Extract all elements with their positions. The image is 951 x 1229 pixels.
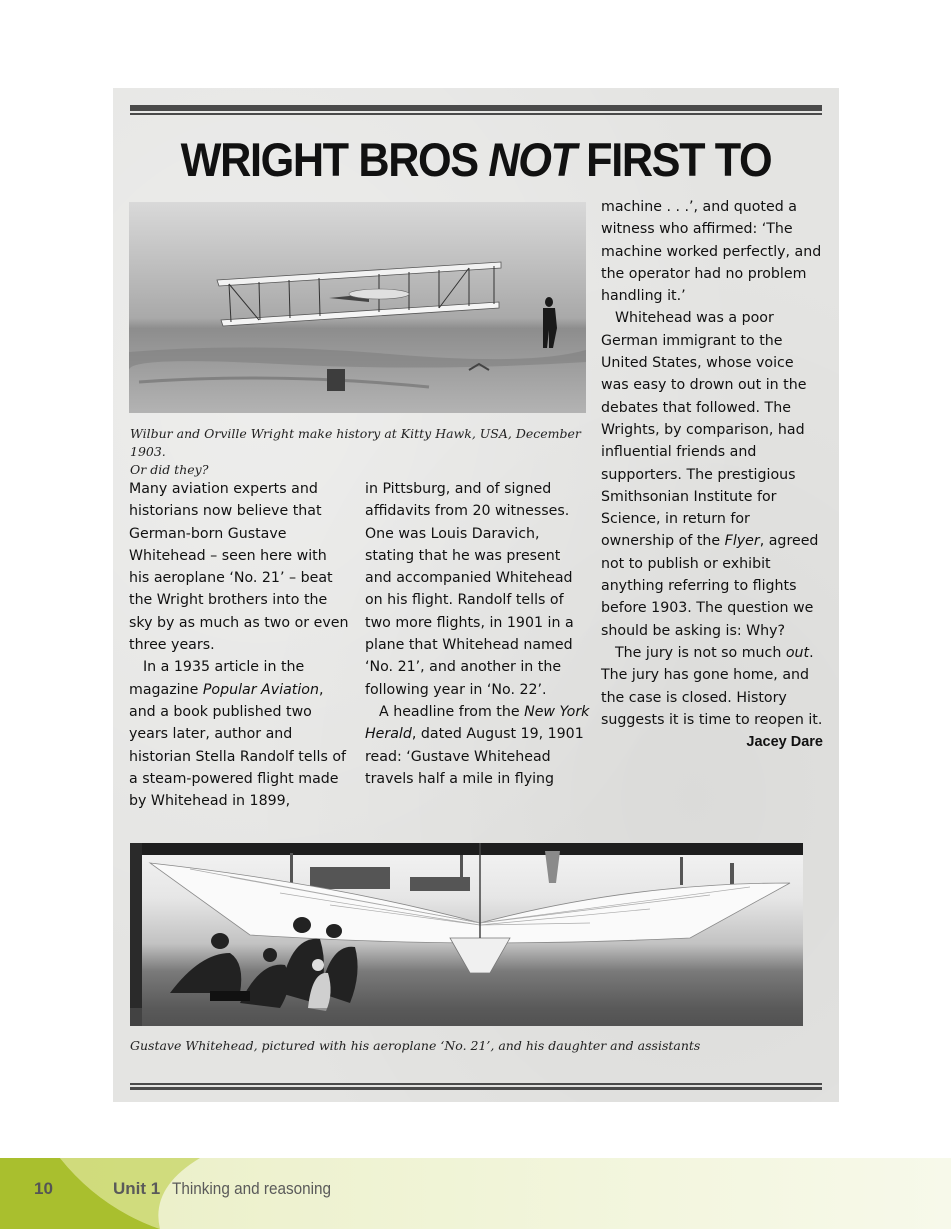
magazine-title: Popular Aviation [202,681,319,698]
headline-part2: FIRST TO [586,133,772,186]
top-divider [130,105,822,115]
text-run: Whitehead was a poor German immigrant to the United States, whose voice was easy to drown out in the debates that followed. The Wrights, by comparison, had influential friends and supporters. The prestigious Smithsonian Institute for Science, in return for ownership of the [601,310,807,550]
aircraft-name: Flyer [724,533,760,550]
text-run: In a 1935 article in the magazine [129,659,305,698]
photo1-caption-line2: Or did they? [130,462,209,477]
unit-title: Thinking and reasoning [172,1179,332,1198]
bottom-divider [130,1083,822,1090]
paragraph: Many aviation experts and historians now believe that German-born Gustave Whitehead – seen here with his aeroplane ‘No. 21’ – beat the Wright brothers into the sky by as much as two or even three years. [129,481,349,654]
text-run: A headline from the [379,703,525,720]
article-panel [113,88,839,1102]
text-run: The jury is not so much [615,644,786,661]
paragraph: machine . . .’, and quoted a witness who affirmed: ‘The machine worked perfectly, and the operator had no problem handling it.’ [601,199,822,305]
paragraph [601,642,823,731]
paragraph [601,307,823,641]
byline: Jacey Dare [746,734,823,751]
unit-label: Unit 1 [113,1179,161,1198]
text-run: , agreed not to publish or exhibit anything referring to flights before 1903. The question we should be asking is: Why? [601,533,819,639]
paragraph [129,656,351,812]
paragraph: in Pittsburg, and of signed affidavits from 20 witnesses. One was Louis Daravich, stating that he was present and accompanied Whitehead on his flight. Randolf tells of two more flights, in 1901 in a plane that Whitehead named ‘No. 21’, and another in the following year in ‘No. 22’. [365,481,574,698]
photo1-caption [130,425,590,479]
photo1-caption-line1: Wilbur and Orville Wright make history at Kitty Hawk, USA, December 1903. [130,426,581,459]
article-column-3 [601,196,823,753]
wright-flyer-photo [129,202,586,413]
text-run: . The jury has gone home, and the case is closed. History suggests it is time to reopen it. [601,644,823,728]
text-run: , and a book published two years later, author and historian Stella Randolf tells of a steam-powered flight made by Whitehead in 1899, [129,681,347,810]
article-column-1 [129,478,351,812]
emphasis: out [785,644,810,661]
photo2-caption: Gustave Whitehead, pictured with his aeroplane ‘No. 21’, and his daughter and assistants [130,1038,701,1053]
paragraph [365,701,591,790]
page-number: 10 [34,1179,53,1198]
whitehead-aeroplane-photo [130,843,803,1026]
headline-emphasis: NOT [488,133,576,186]
headline-part1: WRIGHT BROS [180,133,489,186]
article-column-2 [365,478,591,790]
text-run: , dated August 19, 1901 read: ‘Gustave Whitehead travels half a mile in flying [365,726,584,787]
newspaper-title: New York Herald [365,703,590,743]
